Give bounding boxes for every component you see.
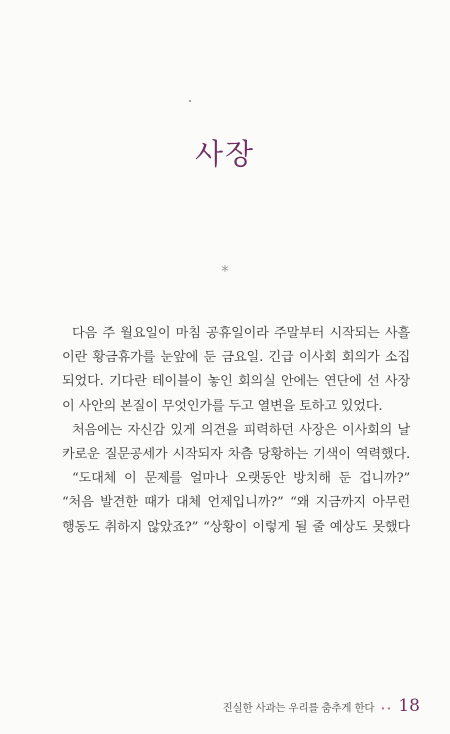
body-line: 이 사안의 본질이 무엇인가를 두고 열변을 토하고 있었다. (62, 398, 383, 414)
body-line: “처음 발견한 때가 대체 언제입니까?” “왜 지금까지 아무런 (62, 495, 410, 511)
body-text (62, 322, 410, 540)
running-footer-title: 진실한 사과는 우리를 춤추게 한다 (222, 702, 375, 714)
page-footer (223, 696, 420, 716)
body-line: “도대체 이 문제를 얼마나 오랫동안 방치해 둔 겁니까?” (72, 471, 410, 487)
chapter-title: 사장 (194, 137, 256, 171)
body-line: 행동도 취하지 않았죠?” “상황이 이렇게 될 줄 예상도 못했다 (62, 519, 410, 535)
page-number: 18 (398, 696, 420, 716)
body-line: 되었다. 기다란 테이블이 놓인 회의실 안에는 연단에 선 사장 (62, 374, 410, 390)
print-dot (189, 100, 191, 102)
body-line: 이란 황금휴가를 눈앞에 둔 금요일. 긴급 이사회 회의가 소집 (62, 350, 410, 366)
body-line: 처음에는 자신감 있게 의견을 피력하던 사장은 이사회의 날 (72, 422, 410, 438)
body-line: 카로운 질문공세가 시작되자 차츰 당황하는 기색이 역력했다. (62, 447, 410, 463)
section-ornament: * (221, 262, 229, 280)
body-line: 다음 주 월요일이 마침 공휴일이라 주말부터 시작되는 사흘 (72, 326, 410, 341)
footer-separator: ∙∙ (380, 704, 393, 713)
